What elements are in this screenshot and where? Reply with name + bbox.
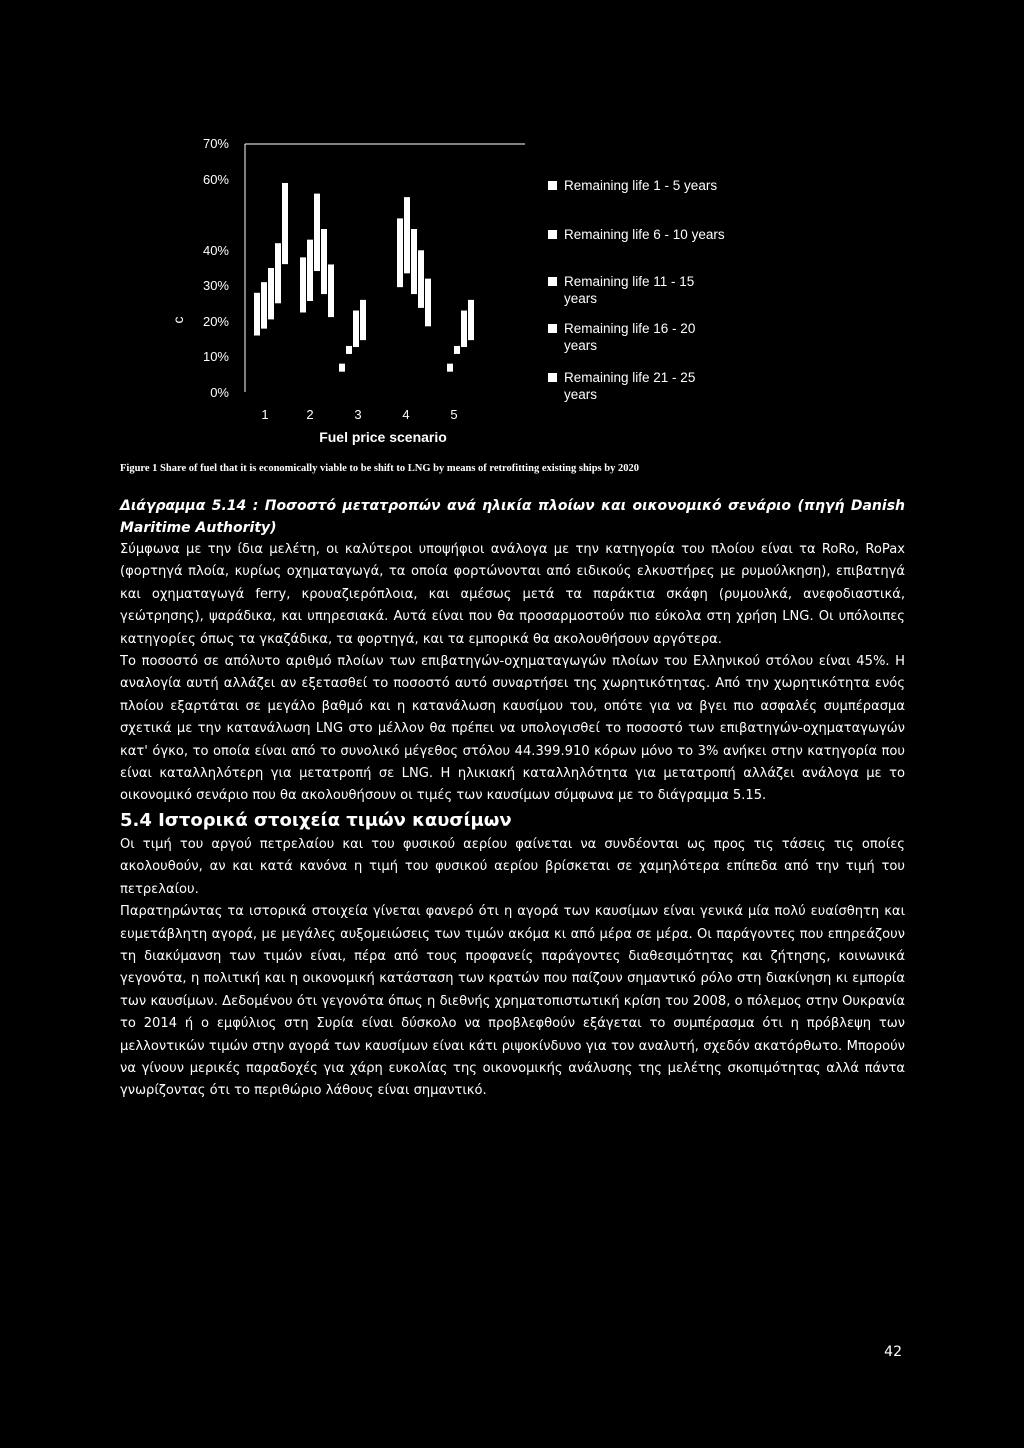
bar	[468, 300, 474, 340]
bar	[411, 229, 417, 294]
paragraph-2: Το ποσοστό σε απόλυτο αριθμό πλοίων των επιβατηγών-οχηματαγωγών πλοίων του Ελληνικού στόλου είναι 45%. Η αναλογία αυτή αλλάζει αν εξετασθεί το ποσοστό αυτό συναρτήσει της χωρητικότητας. Από την χωρητικότητα ενός πλοίου εξαρτάται σε μεγάλο βαθμό και η κατανάλωση καυσίμου του, οπότε για να βγει πιο ασφαλές συμπέρασμα σχετικά με την κατανάλωση LNG στο μέλλον θα πρέπει να υπολογισθεί το ποσοστό των επιβατηγών-οχηματαγωγών κατ' όγκο, το οποία είναι από το συνολικό μέγεθος στόλου 44.399.910 κόρων μόνο το 3% ανήκει στην κατηγορία που είναι καταλληλότερη για μετατροπή σε LNG. Η ηλικιακή καταλληλότητα για μετατροπή αλλάζει ανάλογα με το οικονομικό σενάριο που θα ακολουθήσουν οι τιμές των καυσίμων σύμφωνα με το διάγραμμα 5.15.	[120, 654, 905, 804]
legend-swatch	[548, 181, 557, 190]
y-tick-label: 20%	[202, 314, 229, 329]
bar	[404, 197, 410, 273]
bar	[300, 257, 306, 312]
x-tick-label: 4	[402, 407, 410, 422]
bar	[275, 243, 281, 303]
section-paragraph-1: Οι τιμή του αργού πετρελαίου και του φυσικού αερίου φαίνεται να συνδέονται ως προς τις τάσεις τις οποίες ακολουθούν, αν και κατά κανόνα η τιμή του φυσικού αερίου βρίσκεται σε χαμηλότερα επίπεδα από την τιμή του πετρελαίου.	[120, 836, 905, 897]
bar	[346, 346, 352, 354]
y-tick-label: 70%	[202, 136, 229, 151]
bar	[307, 240, 313, 301]
legend-swatch	[548, 324, 557, 333]
y-tick-label: 10%	[202, 349, 229, 364]
y-tick-label: 60%	[202, 172, 229, 187]
legend-label: Remaining life 6 - 10 years	[564, 227, 725, 242]
bar	[314, 194, 320, 271]
y-tick-label: 0%	[210, 385, 229, 400]
legend-label: Remaining life 1 - 5 years	[564, 178, 718, 193]
x-tick-label: 3	[354, 407, 362, 422]
legend-label: Remaining life 11 - 15 years	[564, 274, 695, 306]
bar	[360, 300, 366, 340]
paragraph-1: Σύμφωνα με την ίδια μελέτη, οι καλύτεροι υποψήφιοι ανάλογα με την κατηγορία του πλοίου είναι τα RoRo, RoPax (φορτηγά πλοία, κυρίως οχηματαγωγά, τα οποία φορτώνονται από ειδικούς ελκυστήρες με ρυμούλκηση), επιβατηγά και οχηματαγωγά ferry, κρουαζιερόπλοια, και αμέσως μετά τα παράκτια σκάφη (ρυμουλκά, ανεφοδιαστικά, γεώτρησης), ψαράδικα, και υπηρεσιακά. Αυτά είναι που θα προσαρμοστούν πιο εύκολα στη χρήση LNG. Οι υπόλοιπες κατηγορίες όπως τα γκαζάδικα, τα φορτηγά, και τα εμπορικά θα ακολουθήσουν αργότερα.	[120, 542, 905, 647]
x-tick-label: 1	[261, 407, 269, 422]
bar	[454, 346, 460, 354]
legend-label: Remaining life 16 - 20 years	[564, 321, 696, 353]
bar	[261, 282, 267, 328]
bar	[321, 229, 327, 294]
y-tick-label: 40%	[202, 243, 229, 258]
legend-swatch	[548, 230, 557, 239]
bar	[447, 364, 453, 372]
bar	[254, 293, 260, 336]
figure-caption: Figure 1 Share of fuel that it is economically viable to be shift to LNG by means of retrofitting existing ships by 2020	[120, 463, 639, 474]
y-axis-label: c	[170, 316, 186, 324]
bar	[282, 183, 288, 264]
bar-chart	[150, 130, 950, 450]
legend-label: Remaining life 21 - 25 years	[564, 370, 696, 402]
y-tick-label: 30%	[202, 278, 229, 293]
page-number: 42	[884, 1344, 902, 1360]
diagram-caption: Διάγραμμα 5.14 : Ποσοστό μετατροπών ανά ηλικία πλοίων και οικονομικό σενάριο (πηγή Danish Maritime Authority)	[120, 498, 905, 536]
section-heading: 5.4 Ιστορικά στοιχεία τιμών καυσίμων	[120, 809, 512, 831]
bar	[353, 311, 359, 348]
bar	[425, 279, 431, 327]
bar	[328, 264, 334, 317]
legend-swatch	[548, 373, 557, 382]
section-paragraph-2: Παρατηρώντας τα ιστορικά στοιχεία γίνεται φανερό ότι η αγορά των καυσίμων είναι γενικά μία πολύ ευαίσθητη και ευμετάβλητη αγορά, με μεγάλες αυξομειώσεις των τιμών ακόμα κι από μέρα σε μέρα. Οι παράγοντες που επηρεάζουν τη διακύμανση των τιμών είναι, πέρα από τους προφανείς παράγοντες διαθεσιμότητας και ζήτησης, κοινωνικά γεγονότα, η πολιτική και η οικονομική κατάσταση των κρατών που παίζουν σημαντικό ρόλο στη διακίνηση κι εμπορία των καυσίμων. Δεδομένου ότι γεγονότα όπως η διεθνής χρηματοπιστωτική κρίση του 2008, ο πόλεμος στην Ουκρανία το 2014 ή ο εμφύλιος στη Συρία είναι δύσκολο να προβλεφθούν εξάγεται το συμπέρασμα ότι η πρόβλεψη των μελλοντικών τιμών στην αγορά των καυσίμων είναι κάτι ριψοκίνδυνο για τον αναλυτή, σχεδόν ακατόρθωτο. Μπορούν να γίνουν μερικές παραδοχές για χάρη ευκολίας της οικονομικής ανάλυσης της μελέτης σκοπιμότητας αλλά πάντα γνωρίζοντας ότι το περιθώριο λάθους είναι σημαντικό.	[120, 904, 905, 1099]
x-tick-label: 5	[450, 407, 458, 422]
document-body	[120, 495, 905, 1103]
bar	[418, 250, 424, 308]
x-axis-label: Fuel price scenario	[319, 429, 447, 445]
bar	[461, 311, 467, 348]
bar	[397, 218, 403, 287]
x-tick-label: 2	[306, 407, 314, 422]
chart-svg	[150, 130, 950, 450]
bar	[339, 364, 345, 372]
legend-swatch	[548, 277, 557, 286]
bar	[268, 268, 274, 319]
